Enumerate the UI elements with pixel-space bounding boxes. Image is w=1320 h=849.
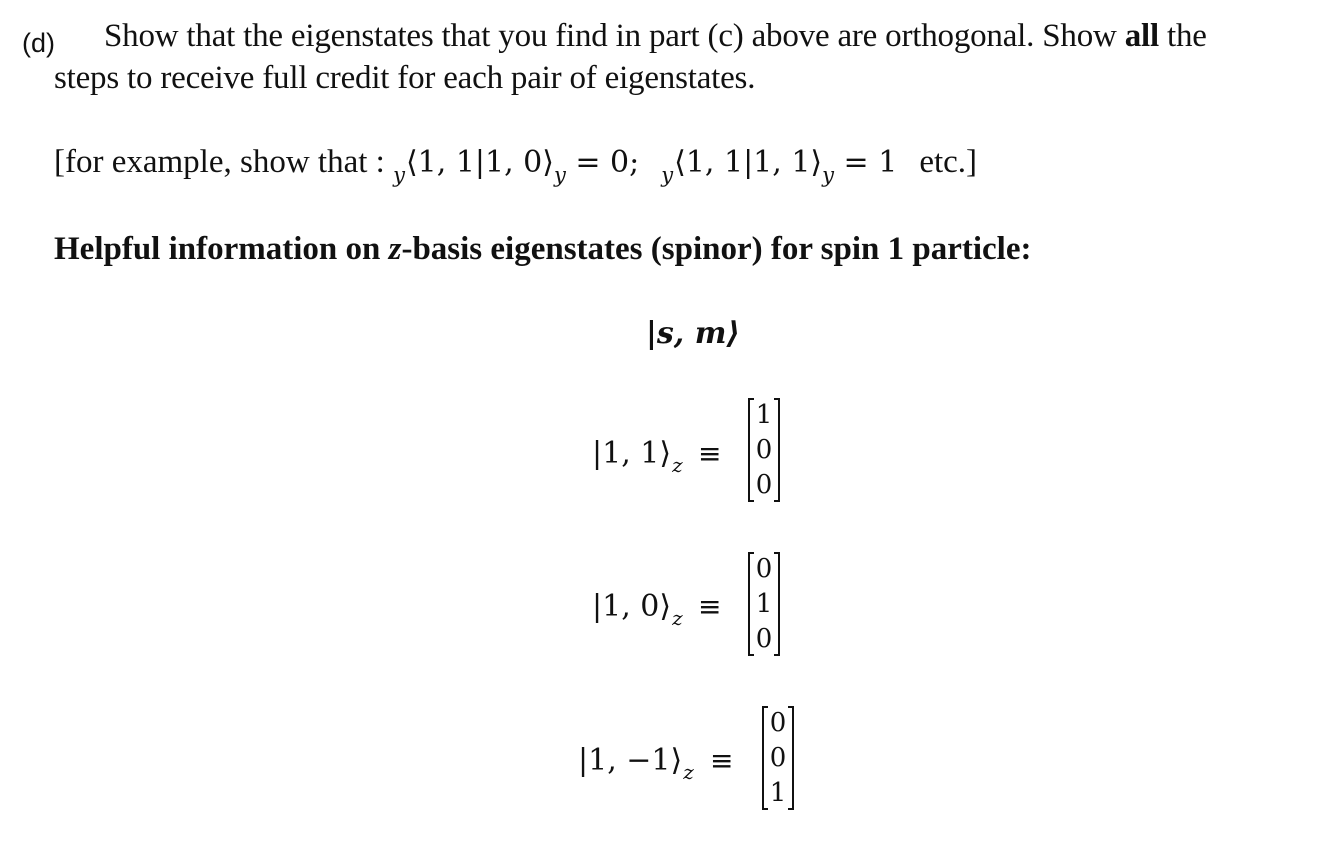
part-label: (d)	[22, 28, 55, 58]
helpful-suffix: -basis eigenstates (spinor) for spin 1 particle:	[401, 231, 1032, 267]
vector-entry: 1	[755, 589, 773, 619]
example-math-1	[393, 145, 640, 187]
vector-entry: 1	[769, 778, 787, 808]
vector-entry: 1	[755, 400, 773, 430]
equiv-symbol: ≡	[698, 437, 722, 470]
example-line	[54, 144, 978, 187]
ket-z-sub: z	[672, 453, 683, 477]
example-sub-y-1: y	[553, 163, 566, 187]
column-vector-2	[748, 552, 780, 656]
example-eq-2: = 1	[834, 145, 898, 180]
example-eq-1: = 0;	[565, 145, 640, 180]
vector-entry: 0	[769, 708, 787, 738]
example-prefix: [for example, show that :	[54, 144, 394, 180]
question-line-1	[104, 18, 1207, 55]
example-suffix: etc.]	[919, 144, 978, 180]
ket-1-minus-1	[578, 743, 694, 784]
question-line-2: steps to receive full credit for each pair of eigenstates.	[54, 60, 756, 96]
example-braket-1: ⟨1, 1|1, 0⟩	[405, 145, 554, 180]
ket-z-sub: z	[683, 760, 694, 784]
column-vector-3	[762, 706, 794, 810]
example-presub-y-2: y	[661, 163, 674, 187]
helpful-z: z	[388, 231, 402, 267]
ket-label: |1, −1⟩	[578, 743, 683, 778]
ket-1-1	[592, 436, 683, 477]
vector-entry: 0	[769, 743, 787, 773]
example-braket-2: ⟨1, 1|1, 1⟩	[674, 145, 823, 180]
equiv-symbol: ≡	[698, 590, 722, 623]
example-presub-y-1: y	[393, 163, 405, 187]
question-text-b: the	[1158, 18, 1207, 54]
vector-entry: 0	[755, 624, 773, 654]
vector-entry: 0	[755, 470, 773, 500]
question-bold-all: all	[1124, 18, 1159, 54]
ket-1-0	[592, 589, 683, 630]
helpful-heading	[54, 231, 1031, 268]
question-text-a: Show that the eigenstates that you find in part (c) above are orthogonal. Show	[104, 18, 1125, 54]
column-vector-1	[748, 398, 780, 502]
helpful-prefix: Helpful information on	[54, 231, 389, 267]
example-math-2	[661, 145, 898, 187]
ket-z-sub: z	[672, 606, 683, 630]
s-m-ket: |s, m⟩	[646, 316, 741, 351]
ket-label: |1, 1⟩	[592, 436, 672, 471]
equiv-symbol: ≡	[710, 744, 734, 777]
vector-entry: 0	[755, 435, 773, 465]
ket-label: |1, 0⟩	[592, 589, 672, 624]
vector-entry: 0	[755, 554, 773, 584]
example-sub-y-2: y	[822, 163, 835, 187]
